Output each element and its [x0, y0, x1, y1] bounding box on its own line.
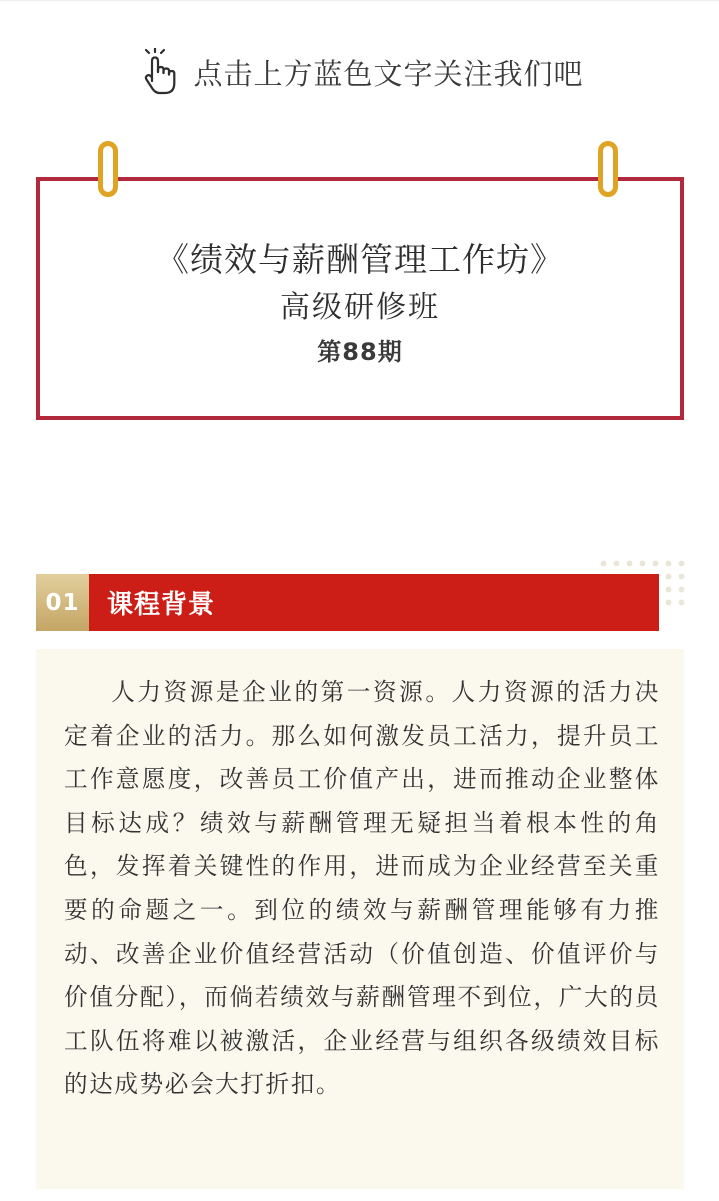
- course-subtitle: 高级研修班: [280, 290, 440, 325]
- issue-number: 第88期: [317, 338, 403, 366]
- follow-prompt[interactable]: [0, 44, 719, 100]
- title-card: [36, 177, 684, 420]
- top-divider: [0, 0, 719, 1]
- section-title: 课程背景: [89, 574, 659, 631]
- background-paragraph: 人力资源是企业的第一资源。人力资源的活力决定着企业的活力。那么如何激发员工活力，提升员工工作意愿度，改善员工价值产出，进而推动企业整体目标达成？绩效与薪酬管理无疑担当着根本性的角色，发挥着关键性的作用，进而成为企业经营至关重要的命题之一。到位的绩效与薪酬管理能够有力推动、改善企业价值经营活动（价值创造、价值评价与价值分配），而倘若绩效与薪酬管理不到位，广大的员工队伍将难以被激活，企业经营与组织各级绩效目标的达成势必会大打折扣。: [64, 678, 660, 1099]
- binder-ring-right: [598, 141, 618, 197]
- binder-ring-left: [98, 141, 118, 197]
- follow-prompt-text: 点击上方蓝色文字关注我们吧: [193, 56, 584, 91]
- course-title: 《绩效与薪酬管理工作坊》: [156, 240, 564, 279]
- tap-hand-icon: [141, 48, 179, 96]
- section-header: [36, 574, 659, 631]
- content-panel: [36, 649, 684, 1189]
- section-number: 01: [36, 574, 89, 631]
